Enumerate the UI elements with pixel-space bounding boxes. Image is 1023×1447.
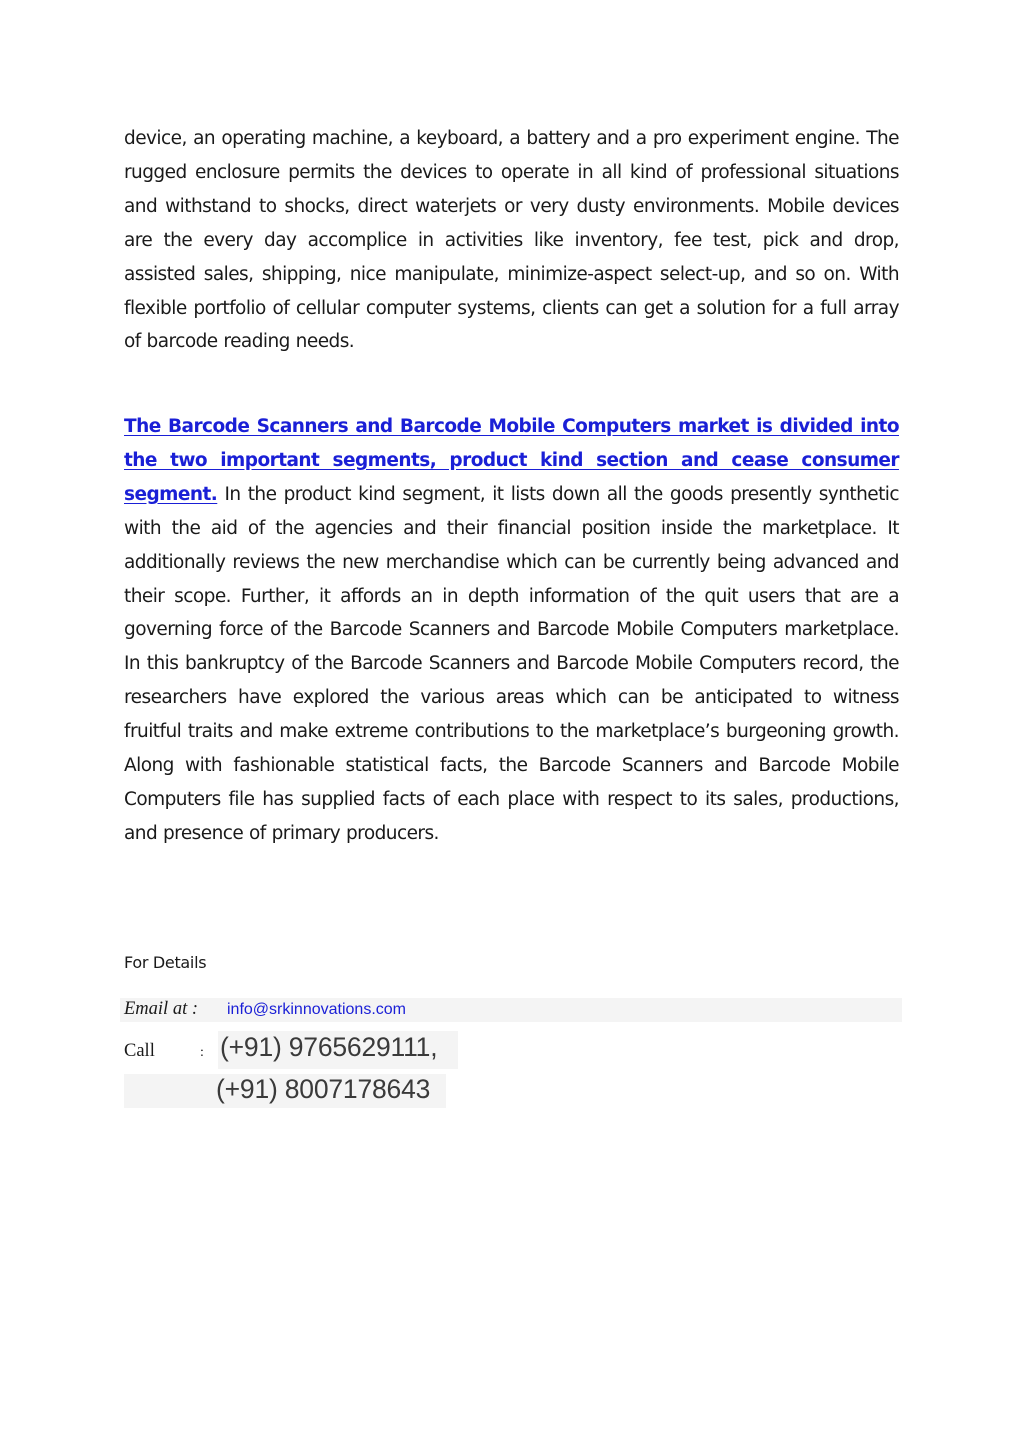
email-row xyxy=(120,998,902,1022)
phone-number-1[interactable]: (+91) 9765629111, xyxy=(220,1032,438,1062)
market-segments-link[interactable]: The Barcode Scanners and Barcode Mobile Computers market is divided into the two important segments, product kind section and cease consumer segment. xyxy=(124,416,899,505)
paragraph-device-description: device, an operating machine, a keyboard, a battery and a pro experiment engine. The rugged enclosure permits the devices to operate in all kind of professional situations and withstand to shocks, direct waterjets or very dusty environments. Mobile devices are the every day accomplice in activities like inventory, fee test, pick and drop, assisted sales, shipping, nice manipulate, minimize-aspect select-up, and so on. With flexible portfolio of cellular computer systems, clients can get a solution for a full array of barcode reading needs. xyxy=(124,128,899,353)
call-label: Call xyxy=(124,1041,155,1061)
call-separator: : xyxy=(200,1045,204,1060)
email-link[interactable]: info@srkinnovations.com xyxy=(227,1001,406,1018)
contact-heading: For Details xyxy=(124,953,207,972)
paragraph-market-segments xyxy=(124,410,899,851)
phone-number-2[interactable]: (+91) 8007178643 xyxy=(216,1074,431,1104)
email-label: Email at : xyxy=(124,999,198,1019)
paragraph-market-segments-text: In the product kind segment, it lists down all the goods presently synthetic with the aid of the agencies and their financial position inside the marketplace. It additionally reviews the new merchandise which can be currently being advanced and their scope. Further, it affords an in depth information of the quit users that are a governing force of the Barcode Scanners and Barcode Mobile Computers marketplace. In this bankruptcy of the Barcode Scanners and Barcode Mobile Computers record, the researchers have explored the various areas which can be anticipated to witness fruitful traits and make extreme contributions to the marketplace’s burgeoning growth. Along with fashionable statistical facts, the Barcode Scanners and Barcode Mobile Computers file has supplied facts of each place with respect to its sales, productions, and presence of primary producers. xyxy=(124,483,899,844)
